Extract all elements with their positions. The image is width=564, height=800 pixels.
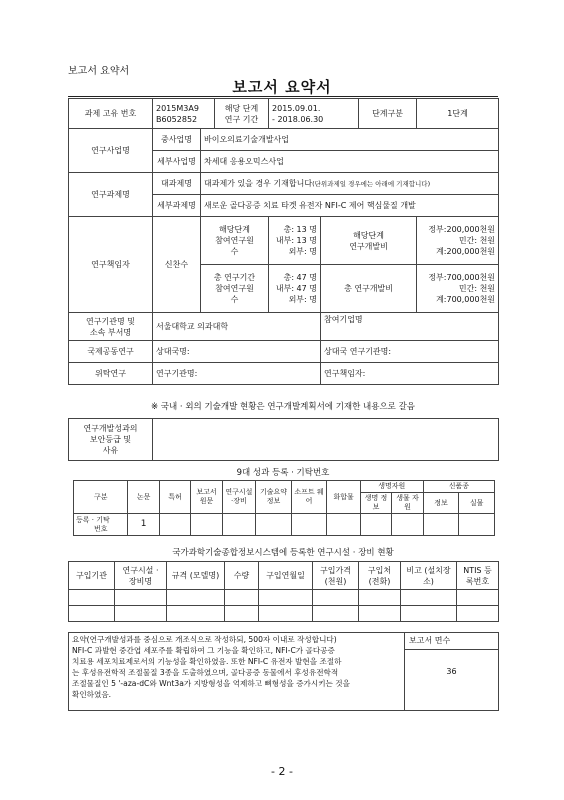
outcome-header-category: 구분 <box>74 481 128 514</box>
business-label: 연구사업명 <box>69 129 153 173</box>
total-cost-value <box>417 265 499 313</box>
main-project-value <box>201 173 499 195</box>
stage-cost-private: 민간: 천원 <box>458 236 496 245</box>
security-label-line-3: 사유 <box>102 446 119 455</box>
institution-label-line-2: 소속 부서명 <box>89 327 132 337</box>
main-project-text: 대과제가 있을 경우 기재합니다 <box>204 178 313 188</box>
stage-people-line-1: 해당단계 <box>219 225 250 234</box>
period-line-1: 2015.09.01. <box>272 103 321 113</box>
period-label <box>215 99 269 129</box>
total-cost-private: 민간: 천원 <box>458 284 496 293</box>
main-project-label: 대과제명 <box>153 173 201 195</box>
main-project-note: (단위과제일 경우에는 아래에 기재합니다) <box>312 179 431 188</box>
equipment-header-vendor: 구입처 (전화) <box>359 562 401 590</box>
mid-business-label: 중사업명 <box>153 129 201 151</box>
outcome-cell <box>327 514 361 536</box>
outcome-header-software: 소프트 웨어 <box>291 481 327 514</box>
equipment-cell <box>69 590 115 606</box>
equipment-cell <box>259 590 313 606</box>
pages-box <box>405 633 499 711</box>
stage-cost-label <box>321 217 417 265</box>
page-number: - 2 - <box>271 765 293 778</box>
project-id-line-2: B6052852 <box>156 114 198 124</box>
outcome-cell <box>459 514 495 536</box>
stage-label: 단계구분 <box>359 99 417 129</box>
pages-value: 36 <box>446 667 457 676</box>
summary-line: 조절물질인 5 '-aza-dC와 Wnt3a가 지방형성을 억제하고 뼈형성을 증가시키는 것을 <box>72 679 350 688</box>
intl-label: 국제공동연구 <box>69 341 153 363</box>
institution-value: 서울대학교 의과대학 <box>153 313 321 341</box>
equipment-cell <box>401 590 457 606</box>
period-line-2: - 2018.06.30 <box>272 114 324 124</box>
stage-cost-line-1: 해당단계 <box>353 230 384 240</box>
intl-partner-country: 상대국명: <box>153 341 321 363</box>
outcome-header-patent: 특허 <box>159 481 190 514</box>
outcome-cell <box>392 514 423 536</box>
stage-people-value <box>269 217 321 265</box>
intl-partner-inst: 상대국 연구기관명: <box>321 341 499 363</box>
outcome-row-label <box>74 514 128 536</box>
summary-label: 요약 <box>72 635 87 644</box>
stage-cost-value <box>417 217 499 265</box>
summary-content <box>69 633 405 711</box>
institution-label-line-1: 연구기관명 및 <box>86 316 135 326</box>
equipment-cell <box>359 590 401 606</box>
summary-line: NFI-C 과발현 중간엽 세포주를 확립하여 그 기능을 확인하고, NFI-C가 골다공증 <box>72 646 335 655</box>
period-label-line-1: 해당 단계 <box>224 103 259 113</box>
security-table <box>68 418 499 461</box>
outcome-header-bio-resource: 생물 자원 <box>392 493 423 514</box>
pages-label: 보고서 면수 <box>405 633 498 650</box>
detail-project-value: 새로운 골다공증 치료 타겟 유전자 NFI-C 제어 핵심물질 개발 <box>201 195 499 217</box>
total-people-inner: 내부: 47 명 <box>275 284 318 293</box>
mid-business-value: 바이오의료기술개발사업 <box>201 129 499 151</box>
institution-label <box>69 313 153 341</box>
outcome-cell <box>360 514 391 536</box>
stage-people-outer: 외부: 명 <box>288 247 318 256</box>
header-label: 보고서 요약서 <box>68 66 130 77</box>
summary-main-table <box>68 98 499 385</box>
equipment-cell <box>167 606 225 622</box>
researcher-label: 연구책임자 <box>69 217 153 313</box>
equipment-cell <box>457 606 499 622</box>
equipment-cell <box>115 590 167 606</box>
equipment-title: 국가과학기술종합정보시스템에 등록한 연구시설 · 장비 현황 <box>172 548 394 558</box>
project-label: 연구과제명 <box>69 173 153 217</box>
project-id-label: 과제 고유 번호 <box>69 99 153 129</box>
period-label-line-2: 연구 기간 <box>224 114 259 124</box>
security-value <box>153 419 499 461</box>
sub-business-value: 차세대 응용오믹스사업 <box>201 151 499 173</box>
outcome-header-compound: 화합물 <box>327 481 361 514</box>
equipment-cell <box>259 606 313 622</box>
title-divider <box>68 96 498 97</box>
summary-line: 는 후성유전학적 조절물질 3종을 도출하였으며, 골다공증 동물에서 후성유전학적 <box>72 668 339 677</box>
equipment-header-ntis: NTIS 등록번호 <box>457 562 499 590</box>
summary-line: 확인하였음. <box>72 690 112 699</box>
equipment-header-name: 연구시설 · 장비명 <box>115 562 167 590</box>
consign-label: 위탁연구 <box>69 363 153 385</box>
outcome-header-paper: 논문 <box>128 481 159 514</box>
outcome-paper-value: 1 <box>128 514 159 536</box>
total-cost-gov: 정부:700,000천원 <box>428 273 496 282</box>
summary-instruction: (연구개발성과를 중심으로 개조식으로 작성하되, 500자 이내로 작성합니다) <box>86 635 337 644</box>
outcome-header-variety-info: 정보 <box>423 493 459 514</box>
stage-cost-gov: 정부:200,000천원 <box>428 225 496 234</box>
outcome-header-bio: 생명자원 <box>360 481 423 493</box>
security-label <box>69 419 153 461</box>
equipment-cell <box>115 606 167 622</box>
summary-table <box>68 632 499 711</box>
equipment-cell <box>167 590 225 606</box>
total-cost-label: 총 연구개발비 <box>321 265 417 313</box>
stage-value: 1단계 <box>417 99 499 129</box>
outcome-header-tech-summary: 기술요약 정보 <box>256 481 292 514</box>
equipment-cell <box>401 606 457 622</box>
outcome-cell <box>256 514 292 536</box>
stage-people-inner: 내부: 13 명 <box>275 236 318 245</box>
equipment-header-price: 구입가격 (천원) <box>313 562 359 590</box>
outcome-cell <box>159 514 190 536</box>
equipment-table <box>68 561 499 622</box>
total-people-line-3: 수 <box>230 295 239 304</box>
researcher-name: 신찬수 <box>153 217 201 313</box>
outcome-cell <box>191 514 222 536</box>
equipment-header-spec: 규격 (모델명) <box>167 562 225 590</box>
outcome-header-equipment: 연구시설 ·장비 <box>222 481 256 514</box>
consign-inst: 연구기관명: <box>153 363 321 385</box>
detail-project-label: 세부과제명 <box>153 195 201 217</box>
equipment-cell <box>313 590 359 606</box>
total-cost-sum: 계:700,000천원 <box>436 295 496 304</box>
outcome-cell <box>291 514 327 536</box>
total-people-line-2: 참여연구원 <box>215 284 254 293</box>
total-people-value <box>269 265 321 313</box>
notice-text: ※ 국내 · 외의 기술개발 현황은 연구개발계획서에 기재한 내용으로 갈음 <box>150 402 416 412</box>
outcome-header-variety-real: 실물 <box>459 493 495 514</box>
outcome-cell <box>423 514 459 536</box>
page-title: 보고서 요약서 <box>232 78 332 96</box>
stage-people-label <box>201 217 269 265</box>
outcome-cell <box>222 514 256 536</box>
sub-business-label: 세부사업명 <box>153 151 201 173</box>
equipment-cell <box>457 590 499 606</box>
outcome-row-label-line-2: 번호 <box>93 524 108 533</box>
equipment-cell <box>69 606 115 622</box>
stage-cost-line-2: 연구개발비 <box>349 241 388 251</box>
stage-people-total: 총: 13 명 <box>283 225 318 234</box>
outcome-header-report: 보고서 원문 <box>191 481 222 514</box>
security-label-line-1: 연구개발성과의 <box>83 424 138 433</box>
stage-people-line-2: 참여연구원 <box>215 236 254 245</box>
outcomes-table <box>73 480 495 536</box>
stage-cost-sum: 계:200,000천원 <box>436 247 496 256</box>
total-people-outer: 외부: 명 <box>288 295 318 304</box>
total-people-line-1: 총 연구기간 <box>213 273 256 282</box>
project-id-line-1: 2015M3A9 <box>156 103 199 113</box>
outcomes-title: 9대 성과 등록 · 기탁번호 <box>236 468 330 478</box>
period-value <box>269 99 359 129</box>
security-label-line-2: 보안등급 및 <box>89 435 132 444</box>
summary-line: 치료용 세포치료제로서의 기능성을 확인하였음. 또한 NFI-C 유전자 발현을 조절하 <box>72 657 342 666</box>
equipment-cell <box>359 606 401 622</box>
equipment-header-quantity: 수량 <box>225 562 259 590</box>
equipment-cell <box>225 606 259 622</box>
outcome-row-label-line-1: 등록 · 기탁 <box>76 515 110 524</box>
summary-heading <box>72 634 401 645</box>
outcome-header-new-variety: 신품종 <box>423 481 494 493</box>
outcome-header-bio-info: 생명 정보 <box>360 493 391 514</box>
total-people-total: 총: 47 명 <box>283 273 318 282</box>
consign-lead: 연구책임자: <box>321 363 499 385</box>
project-id-value <box>153 99 215 129</box>
partner-company: 참여기업명 <box>321 313 499 341</box>
equipment-cell <box>225 590 259 606</box>
equipment-header-note: 비고 (설치장소) <box>401 562 457 590</box>
total-people-label <box>201 265 269 313</box>
equipment-header-date: 구입연월일 <box>259 562 313 590</box>
stage-people-line-3: 수 <box>230 247 239 256</box>
equipment-cell <box>313 606 359 622</box>
equipment-header-institution: 구입기관 <box>69 562 115 590</box>
